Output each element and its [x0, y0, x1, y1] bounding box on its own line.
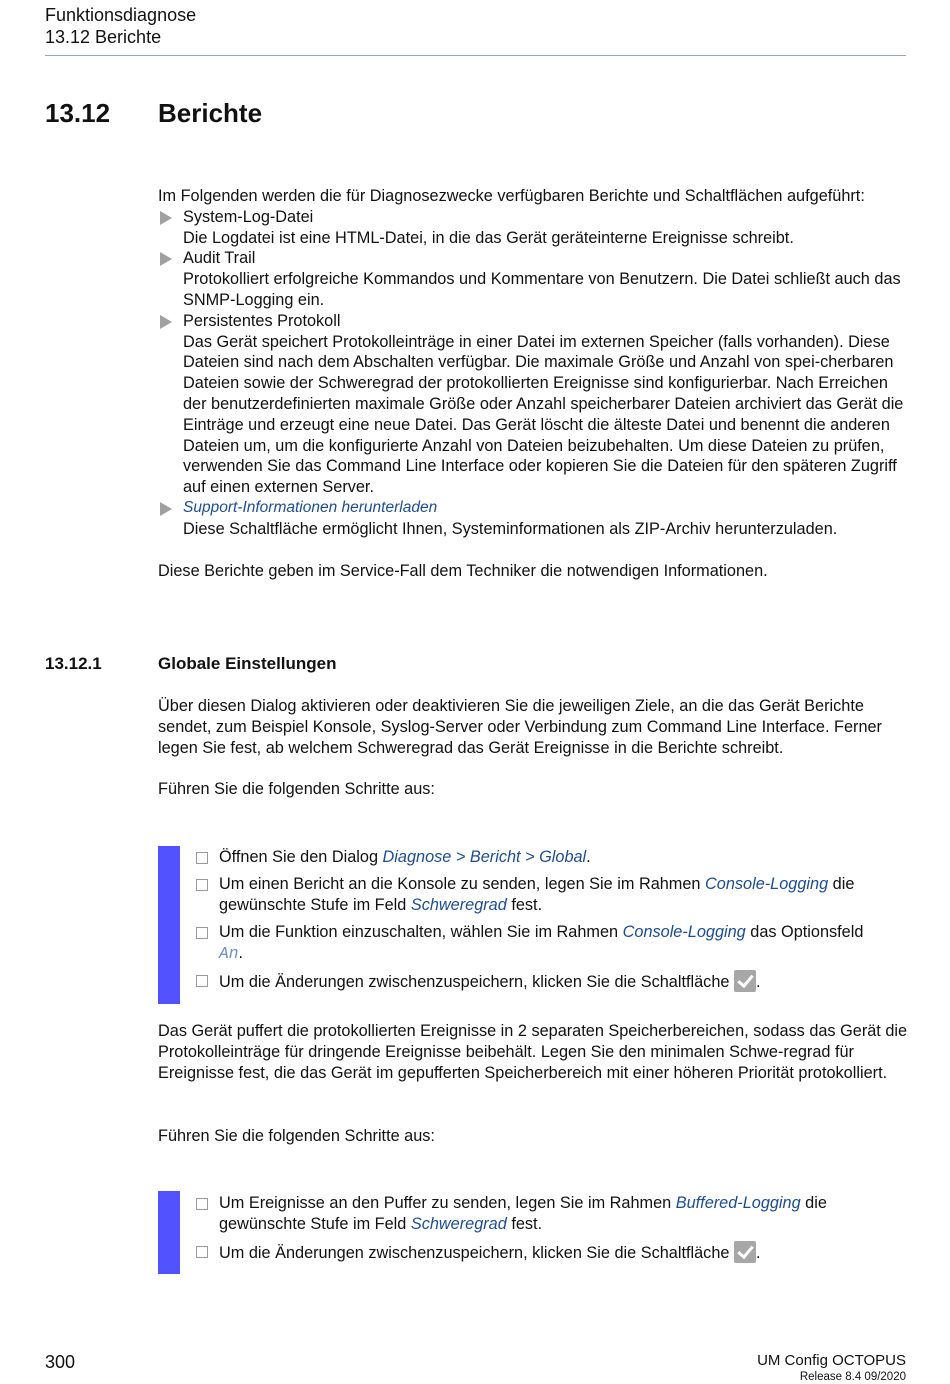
running-header-section: 13.12 Berichte — [45, 27, 162, 47]
report-list — [158, 186, 908, 540]
checkbox-icon — [196, 852, 208, 864]
section-title: Berichte — [158, 98, 263, 128]
list-item — [158, 498, 908, 540]
list-item-text: Das Gerät speichert Protokolleinträge in einer Datei im externen Speicher (falls vorhanden). Diese Dateien sind nach dem Abschalten verfügbar. Die maximale Größe und Anzahl von spei-cherbaren Dateien sowie der Schweregrad der protokollierten Ereignisse sind konfigurierbar. Nach Erreichen der benutzerdefinierten maximale Größe oder Anzahl speicherbarer Dateien archiviert das Gerät die Einträge und erzeugt eine neue Datei. Das Gerät löscht die älteste Datei und benennt die anderen Dateien um, um die konfigurierte Anzahl von Dateien beizubehalten. Um diese Dateien zu prüfen, verwenden Sie das Command Line Interface oder kopieren Sie die Dateien für den späteren Zugriff auf einen externen Server. — [183, 332, 904, 497]
step-item — [195, 874, 907, 916]
section-number: 13.12 — [45, 98, 111, 128]
list-item — [158, 311, 908, 498]
triangle-right-icon — [160, 252, 172, 266]
steps-accent-bar — [158, 1191, 180, 1274]
list-item — [158, 207, 908, 249]
step-text: . — [755, 973, 761, 991]
triangle-right-icon — [160, 315, 172, 329]
ui-frame-name: Console-Logging — [622, 923, 746, 941]
step-text: Öffnen Sie den Dialog — [219, 848, 383, 866]
ui-field-name: Schweregrad — [410, 896, 507, 914]
step-item — [195, 847, 907, 868]
checkbox-icon — [196, 1198, 208, 1210]
subsection-number: 13.12.1 — [45, 654, 102, 673]
step-item — [195, 1193, 907, 1235]
step-text: fest. — [506, 1215, 543, 1233]
step-text: . — [586, 848, 591, 866]
subsection-title: Globale Einstellungen — [158, 654, 337, 673]
list-item-title: Audit Trail — [183, 249, 256, 268]
triangle-right-icon — [160, 211, 172, 225]
subsection-intro: Über diesen Dialog aktivieren oder deaktivieren Sie die jeweiligen Ziele, an die das Gerät Berichte sendet, zum Beispiel Konsole, Syslog-Server oder Verbindung zum Command Line Interface. Ferner legen Sie fest, ab welchem Schweregrad das Gerät Ereignisse in die Berichte schreibt. — [158, 697, 882, 757]
header-rule — [45, 55, 906, 56]
checkbox-icon — [196, 1246, 208, 1258]
step-text: fest. — [506, 896, 543, 914]
list-item-title: System-Log-Datei — [183, 207, 314, 226]
step-text: Um einen Bericht an die Konsole zu senden, legen Sie im Rahmen — [219, 875, 706, 893]
intro-paragraph: Im Folgenden werden die für Diagnosezwecke verfügbaren Berichte und Schaltflächen aufgeführt: — [158, 187, 865, 205]
steps-list — [195, 847, 907, 999]
list-item-text: Diese Schaltfläche ermöglicht Ihnen, Systeminformationen als ZIP-Archiv herunterzuladen. — [183, 519, 838, 538]
steps-accent-bar — [158, 846, 180, 1004]
checkmark-save-icon — [734, 1241, 756, 1263]
footer-release: Release 8.4 09/2020 — [799, 1371, 906, 1383]
ui-frame-name: Console-Logging — [705, 875, 829, 893]
checkbox-icon — [196, 927, 208, 939]
step-text: Um die Funktion einzuschalten, wählen Sie im Rahmen — [219, 923, 623, 941]
checkbox-icon — [196, 879, 208, 891]
outro-paragraph: Diese Berichte geben im Service-Fall dem Techniker die notwendigen Informationen. — [158, 562, 768, 580]
step-text: das Optionsfeld — [745, 923, 864, 941]
checkbox-icon — [196, 975, 208, 987]
buffer-paragraph: Das Gerät puffert die protokollierten Ereignisse in 2 separaten Speicherbereichen, sodass das Gerät die Protokolleinträge für dringende Ereignisse beibehält. Legen Sie den minimalen Schwe-regrad für Ereignisse fest, die das Gerät im gepufferten Speicherbereich mit einer höheren Priorität protokolliert. — [158, 1022, 908, 1082]
step-text: . — [755, 1244, 761, 1262]
ui-option-value: An — [219, 944, 239, 963]
step-item — [195, 1241, 907, 1264]
step-item — [195, 922, 907, 964]
list-item — [158, 248, 908, 310]
ui-frame-name: Buffered-Logging — [675, 1194, 801, 1212]
list-item-text: Protokolliert erfolgreiche Kommandos und Kommentare von Benutzern. Die Datei schließt auch das SNMP-Logging ein. — [183, 270, 901, 309]
steps-label: Führen Sie die folgenden Schritte aus: — [158, 780, 435, 798]
step-text: Um die Änderungen zwischenzuspeichern, klicken Sie die Schaltfläche — [219, 1244, 734, 1262]
ui-path: Diagnose > Bericht > Global — [382, 848, 587, 866]
ui-field-name: Schweregrad — [410, 1215, 507, 1233]
step-text: die gewünschte Stufe im Feld — [219, 875, 855, 914]
page-number: 300 — [45, 1352, 76, 1372]
step-text: Um Ereignisse an den Puffer zu senden, legen Sie im Rahmen — [219, 1194, 676, 1212]
footer-document-title: UM Config OCTOPUS — [757, 1352, 906, 1369]
running-header-chapter: Funktionsdiagnose — [45, 5, 197, 25]
step-item — [195, 970, 907, 993]
step-text: die gewünschte Stufe im Feld — [219, 1194, 827, 1233]
steps-label: Führen Sie die folgenden Schritte aus: — [158, 1127, 435, 1145]
steps-list — [195, 1193, 907, 1270]
triangle-right-icon — [160, 502, 172, 516]
step-text: . — [238, 944, 244, 962]
list-item-title-ui: Support-Informationen herunterladen — [183, 498, 438, 516]
checkmark-save-icon — [734, 970, 756, 992]
list-item-title: Persistentes Protokoll — [183, 311, 341, 330]
list-item-text: Die Logdatei ist eine HTML-Datei, in die das Gerät geräteinterne Ereignisse schreibt. — [183, 228, 794, 247]
step-text: Um die Änderungen zwischenzuspeichern, klicken Sie die Schaltfläche — [219, 973, 734, 991]
